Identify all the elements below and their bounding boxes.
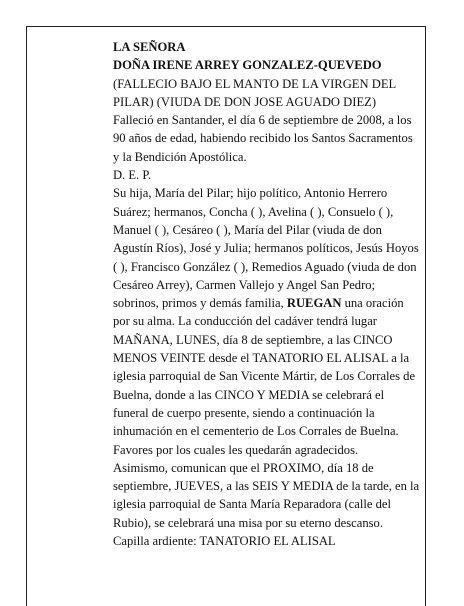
ruegan-bold: RUEGAN bbox=[286, 296, 342, 311]
family-text: Su hija, María del Pilar; hijo político, Antonio Herrero Suárez; hermanos, Concha ( ), Avelina ( ), Consuelo ( ), Manuel ( ), Cesáreo ( ), María del Pilar (viuda de don Agustín Ríos), José y Julia; hermanos políticos, Jesús Hoyos ( ), Francisco González ( ), Remedios Aguado (viuda de don Cesáreo Arrey), Carmen Vallejo y Angel San Pedro; sobrinos, primos y demás familia, bbox=[113, 186, 419, 311]
obituary-title: LA SEÑORA bbox=[113, 40, 186, 54]
mass-announcement: Asimismo, comunican que el PROXIMO, día 18 de septiembre, JUEVES, a las SEIS Y MEDIA de la tarde, en la iglesia parroquial de Santa María Reparadora (calle del Rubio), se celebrará una misa por su eterno descanso. Capilla ardiente: TANATORIO EL ALISAL bbox=[113, 460, 420, 549]
death-notice: Falleció en Santander, el día 6 de septiembre de 2008, a los 90 años de edad, habiendo recibido los Santos Sacramentos y la Bendición Apostólica. bbox=[113, 113, 413, 164]
obituary-subtitle: (FALLECIO BAJO EL MANTO DE LA VIRGEN DEL PILAR) (VIUDA DE DON JOSE AGUADO DIEZ) bbox=[113, 76, 396, 109]
family-list bbox=[113, 184, 421, 458]
ruegan-text: una oración por su alma. La conducción del cadáver tendrá lugar MAÑANA, LUNES, día 8 de septiembre, a las CINCO MENOS VEINTE desde el TANATORIO EL ALISAL a la iglesia parroquial de San Vicente Mártir, de Los Corrales de Buelna, donde a las CINCO Y MEDIA se celebrará el funeral de cuerpo presente, siendo a continuación la inhumación en el cementerio de Los Corrales de Buelna. Favores por los cuales les quedarán agradecidos. bbox=[113, 296, 416, 457]
obituary-notice bbox=[113, 38, 421, 550]
dep-text: D. E. P. bbox=[113, 168, 152, 183]
deceased-name: DOÑA IRENE ARREY GONZALEZ-QUEVEDO bbox=[113, 58, 382, 73]
